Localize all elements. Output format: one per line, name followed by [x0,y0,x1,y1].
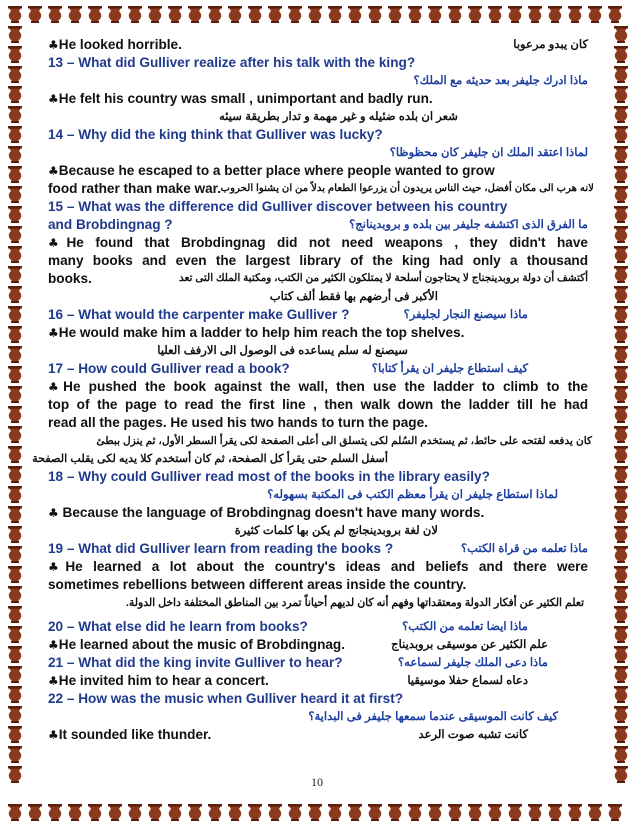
urn-ornament [408,6,422,23]
question-text: 17 – How could Gulliver read a book? [48,361,290,376]
urn-ornament [608,804,622,821]
arabic-answer: سيصنع له سلم يساعده فى الوصول الى الارفف العليا [157,344,408,357]
urn-ornament [614,306,628,323]
urn-ornament [388,804,402,821]
urn-ornament [614,386,628,403]
urn-ornament [8,546,22,563]
club-bullet-icon: ♣ [48,236,67,250]
answer-line [48,252,588,270]
urn-ornament [614,286,628,303]
urn-ornament [8,626,22,643]
club-bullet-icon: ♣ [48,560,66,574]
arabic-answer-line [48,522,588,540]
answer-text: many books and even the largest library of the king had only a thousand [48,253,588,268]
urn-ornament [8,686,22,703]
urn-ornament [408,804,422,821]
question-line [48,126,588,144]
question-line [48,198,588,216]
urn-ornament [248,804,262,821]
urn-ornament [614,166,628,183]
question-line [48,468,588,486]
question-line [48,540,588,558]
arabic-answer: لانه هرب الى مكان أفضل، حيث الناس يريدون أن يزرعوا الطعام بدلاً من ان يشنوا الحروب [220,183,594,194]
answer-line [48,324,588,342]
question-text: and Brobdingnag ? [48,217,173,232]
urn-ornament [8,226,22,243]
urn-ornament [614,146,628,163]
urn-ornament [8,586,22,603]
urn-ornament [614,486,628,503]
urn-ornament [614,346,628,363]
answer-text: top of the page to read the first line , then walk down the ladder till he had [48,397,588,412]
urn-ornament [348,804,362,821]
question-text: 18 – Why could Gulliver read most of the books in the library easily? [48,469,490,484]
urn-ornament [8,266,22,283]
club-bullet-icon: ♣ [48,728,59,742]
answer-line [48,270,588,288]
urn-ornament [614,506,628,523]
arabic-question: ماذا تعلمه من قراة الكتب؟ [460,542,588,555]
answer-text: read all the pages. He used his two hands to turn the page. [48,415,428,430]
urn-ornament [68,6,82,23]
urn-ornament [528,6,542,23]
question-text: 19 – What did Gulliver learn from reading the books ? [48,541,394,556]
urn-ornament [208,804,222,821]
urn-ornament [248,6,262,23]
urn-ornament [208,6,222,23]
urn-ornament [614,46,628,63]
answer-line [48,576,588,594]
answer-text: sometimes rebellions between different areas inside the country. [48,577,467,592]
urn-ornament [268,6,282,23]
urn-ornament [568,6,582,23]
urn-ornament [128,804,142,821]
urn-ornament [568,804,582,821]
question-text: 22 – How was the music when Gulliver heard it at first? [48,691,404,706]
urn-ornament [348,6,362,23]
answer-text: He looked horrible. [58,37,182,52]
urn-ornament [188,804,202,821]
question-line [48,54,588,72]
arabic-answer-line [48,288,588,306]
answer-line [48,414,588,432]
urn-ornament [8,706,22,723]
urn-ornament [488,6,502,23]
document-body [32,36,594,744]
urn-ornament [328,6,342,23]
urn-ornament [448,804,462,821]
urn-ornament [28,804,42,821]
urn-ornament [8,486,22,503]
urn-ornament [8,326,22,343]
urn-ornament [228,6,242,23]
urn-ornament [268,804,282,821]
arabic-question: ماذا دعى الملك جليفر لسماعه؟ [398,656,548,669]
question-text: 16 – What would the carpenter make Gulliver ? [48,307,350,322]
urn-ornament [328,804,342,821]
urn-ornament [548,804,562,821]
arabic-question: كيف استطاع جليفر ان يقرأ كتابا؟ [371,362,528,375]
arabic-answer: الأكبر فى أرضهم بها فقط ألف كتاب [269,290,438,303]
urn-ornament [614,646,628,663]
urn-ornament [8,526,22,543]
answer-text: food rather than make war. [48,181,221,196]
answer-text: He learned about the music of Brobdingnag. [58,637,346,652]
arabic-answer: لان لغة بروبدينجانج لم يكن بها كلمات كثيرة [234,524,438,537]
urn-ornament [8,666,22,683]
urn-ornament [468,804,482,821]
urn-ornament [8,386,22,403]
urn-ornament [614,186,628,203]
urn-ornament [148,804,162,821]
arabic-answer: شعر ان بلده ضئيله و غير مهمة و تدار بطريقة سيئه [219,110,458,123]
question-line [48,618,588,636]
arabic-answer: أسفل السلم حتى يقرأ كل الصفحة، ثم كان أستخدم كلا يديه لكى يقلب الصفحة [32,453,388,465]
arabic-answer-line [48,594,588,612]
urn-ornament [8,426,22,443]
urn-ornament [8,766,22,783]
arabic-answer: كان يبدو مرعوبا [513,38,588,51]
arabic-answer: تعلم الكثير عن أفكار الدولة ومعتقداتها وفهم أنه كان لديهم أحياناً تمرد بين المناطق المختلفة داخل الدولة. [125,597,584,609]
question-line [48,654,588,672]
question-line [48,216,588,234]
question-line [48,360,588,378]
urn-ornament [188,6,202,23]
urn-ornament [8,166,22,183]
arabic-question-line [48,708,588,726]
urn-ornament [614,246,628,263]
urn-ornament [68,804,82,821]
urn-ornament [28,6,42,23]
club-bullet-icon: ♣ [48,164,59,178]
urn-ornament [8,506,22,523]
urn-ornament [108,804,122,821]
question-text: 13 – What did Gulliver realize after his talk with the king? [48,55,416,70]
answer-line [48,396,588,414]
answer-line [48,558,588,576]
arabic-question: ماذا سيصنع النجار لجليفر؟ [403,308,528,321]
urn-ornament [288,6,302,23]
answer-text: Because he escaped to a better place where people wanted to grow [58,163,495,178]
answer-line [48,36,588,54]
urn-ornament [8,86,22,103]
answer-text: He felt his country was small , unimportant and badly run. [58,91,433,106]
urn-ornament [614,586,628,603]
urn-ornament [8,366,22,383]
question-line [48,690,588,708]
urn-ornament [614,206,628,223]
urn-ornament [368,6,382,23]
urn-ornament [614,726,628,743]
arabic-question: لماذا اعتقد الملك ان جليفر كان محظوظا؟ [389,146,588,159]
arabic-answer: دعاه لسماع حفلا موسيقيا [407,674,528,687]
answer-line [48,234,588,252]
arabic-question-line [48,72,588,90]
urn-ornament [228,804,242,821]
urn-ornament [8,46,22,63]
answer-line [48,162,588,180]
urn-ornament [588,804,602,821]
urn-ornament [468,6,482,23]
answer-text: Because the language of Brobdingnag doesn't have many words. [58,505,485,520]
answer-line [48,636,588,654]
urn-ornament [108,6,122,23]
urn-ornament [428,6,442,23]
urn-ornament [8,646,22,663]
answer-text: He learned a lot about the country's ideas and beliefs and there were [65,559,588,574]
urn-ornament [148,6,162,23]
urn-ornament [48,6,62,23]
urn-ornament [8,126,22,143]
urn-ornament [614,366,628,383]
urn-ornament [8,606,22,623]
club-bullet-icon: ♣ [48,638,59,652]
urn-ornament [8,106,22,123]
answer-text: He pushed the book against the wall, then use the ladder to climb to the [63,379,588,394]
urn-ornament [88,6,102,23]
urn-ornament [614,766,628,783]
arabic-question: ماذا ايضا تعلمه من الكتب؟ [402,620,528,633]
answer-line [48,672,588,690]
arabic-answer-line [48,342,588,360]
urn-ornament [614,226,628,243]
urn-ornament [8,306,22,323]
urn-ornament [428,804,442,821]
urn-ornament [614,266,628,283]
urn-ornament [614,746,628,763]
club-bullet-icon: ♣ [48,674,59,688]
urn-ornament [614,606,628,623]
urn-ornament [614,326,628,343]
urn-ornament [8,146,22,163]
urn-ornament [614,86,628,103]
answer-line [48,90,588,108]
arabic-answer-line [32,450,588,468]
urn-ornament [168,804,182,821]
urn-ornament [128,6,142,23]
answer-line [48,378,588,396]
urn-ornament [8,346,22,363]
club-bullet-icon: ♣ [48,380,64,394]
urn-ornament [8,466,22,483]
question-text: 21 – What did the king invite Gulliver to hear? [48,655,343,670]
urn-ornament [8,746,22,763]
arabic-answer: علم الكثير عن موسيقى بروبديناج [391,638,548,651]
urn-ornament [308,804,322,821]
answer-text: books. [48,271,92,286]
urn-ornament [8,66,22,83]
question-text: 20 – What else did he learn from books? [48,619,308,634]
urn-ornament [8,446,22,463]
urn-ornament [8,406,22,423]
urn-ornament [614,26,628,43]
urn-ornament [8,804,22,821]
urn-ornament [614,546,628,563]
arabic-question: لماذا استطاع جليفر ان يقرأ معظم الكتب فى المكتبة بسهوله؟ [267,488,558,501]
urn-ornament [8,566,22,583]
arabic-question-line [48,144,588,162]
arabic-question: ماذا ادرك جليفر بعد حديثه مع الملك؟ [413,74,588,87]
arabic-answer-line [48,108,588,126]
urn-ornament [8,6,22,23]
club-bullet-icon: ♣ [48,326,59,340]
arabic-question-line [48,486,588,504]
club-bullet-icon: ♣ [48,506,59,520]
urn-ornament [168,6,182,23]
urn-ornament [48,804,62,821]
urn-ornament [614,526,628,543]
urn-ornament [388,6,402,23]
urn-ornament [614,706,628,723]
urn-ornament [614,666,628,683]
urn-ornament [614,126,628,143]
arabic-answer: أكتشف أن دولة بروبدينجناج لا يحتاجون أسلحة لا يمتلكون الكثير من الكتب، ومكتبة الملك التى تعد [178,273,588,284]
urn-ornament [614,426,628,443]
urn-ornament [614,406,628,423]
arabic-question: كيف كانت الموسيقى عندما سمعها جليفر فى البداية؟ [308,710,558,723]
urn-ornament [508,804,522,821]
urn-ornament [614,686,628,703]
question-line [48,306,588,324]
club-bullet-icon: ♣ [48,38,59,52]
urn-ornament [288,804,302,821]
arabic-question: ما الفرق الذى اكتشفه جليفر بين بلده و بروبدينانج؟ [349,218,588,231]
urn-ornament [8,206,22,223]
urn-ornament [614,66,628,83]
urn-ornament [608,6,622,23]
urn-ornament [88,804,102,821]
question-text: 15 – What was the difference did Gulliver discover between his country [48,199,508,214]
arabic-answer-line [48,432,592,450]
urn-ornament [614,446,628,463]
page-number: 10 [311,775,323,789]
urn-ornament [448,6,462,23]
answer-text: It sounded like thunder. [58,727,212,742]
urn-ornament [8,286,22,303]
urn-ornament [8,246,22,263]
urn-ornament [614,626,628,643]
answer-line [48,180,594,198]
urn-ornament [614,566,628,583]
urn-ornament [8,26,22,43]
club-bullet-icon: ♣ [48,92,59,106]
answer-text: He would make him a ladder to help him reach the top shelves. [58,325,465,340]
urn-ornament [8,186,22,203]
answer-text: He found that Brobdingnag did not need weapons , they didn't have [66,235,588,250]
urn-ornament [488,804,502,821]
answer-text: He invited him to hear a concert. [58,673,269,688]
urn-ornament [368,804,382,821]
urn-ornament [528,804,542,821]
answer-line [48,504,588,522]
urn-ornament [308,6,322,23]
arabic-answer: كانت تشبه صوت الرعد [418,728,528,741]
urn-ornament [548,6,562,23]
urn-ornament [508,6,522,23]
urn-ornament [588,6,602,23]
urn-ornament [614,466,628,483]
urn-ornament [8,726,22,743]
arabic-answer: كان يدفعه لقتحه على حائط، ثم يستخدم السُلم لكى يتسلق الى أعلى الصفحة لكى يقرأ السطر الأول، ثم ينزل ببطئ [96,435,592,447]
question-text: 14 – Why did the king think that Gulliver was lucky? [48,127,383,142]
answer-line [48,726,588,744]
urn-ornament [614,106,628,123]
